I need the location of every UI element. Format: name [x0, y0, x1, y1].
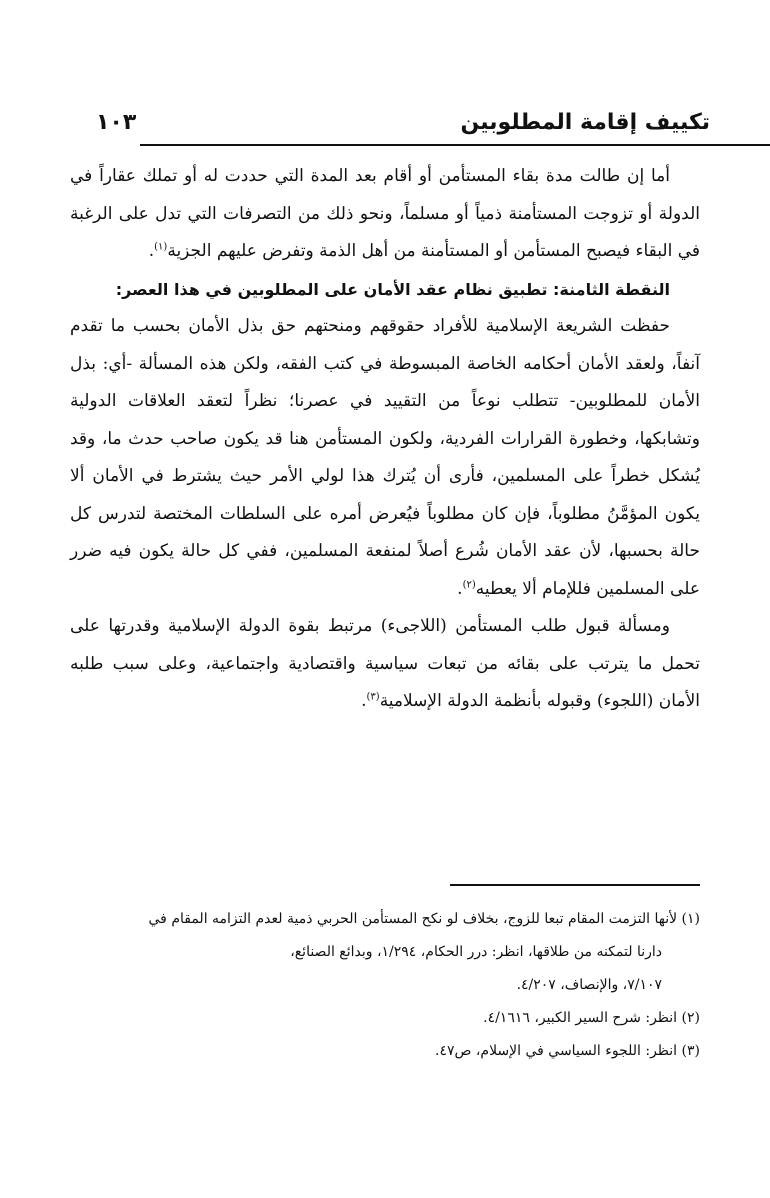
paragraph-3: ومسألة قبول طلب المستأمن (اللاجىء) مرتبط بقوة الدولة الإسلامية وقدرتها على تحمل ما يترتب على بقائه من تبعات سياسية واقتصادية واجتماعية، وعلى سبب طلبه الأمان (اللجوء) وقبوله بأنظمة الدولة الإسلامية$^{(٣)}$. [70, 616, 700, 711]
paragraph-3-text: ومسألة قبول طلب المستأمن (اللاجىء) مرتبط بقوة الدولة الإسلامية وقدرتها على تحمل ما يترتب على بقائه من تبعات سياسية واقتصادية واجتماعية، وعلى سبب طلبه الأمان (اللجوء) وقبوله بأنظمة الدولة الإسلامية [70, 616, 700, 711]
footnote-ref-1: (١) [154, 241, 168, 253]
section-heading: النقطة الثامنة: تطبيق نظام عقد الأمان على المطلوبين في هذا العصر: [115, 279, 670, 299]
footnote-1-line-1: لأنها التزمت المقام تبعا للزوج، بخلاف لو نكح المستأمن الحربي ذمية لعدم التزامه المقام في [148, 911, 678, 927]
footnote-divider [450, 884, 700, 886]
footnote-3 [70, 1035, 700, 1068]
footnote-ref-3: (٣) [366, 691, 380, 703]
paragraph-2: حفظت الشريعة الإسلامية للأفراد حقوقهم ومنحتهم حق بذل الأمان بحسب ما تقدم آنفاً، ولعقد الأمان أحكامه الخاصة المبسوطة في كتب الفقه، ولكن هذه المسألة -أي: بذل الأمان للمطلوبين- تتطلب نوعاً من التقييد في عصرنا؛ نظراً لتعقد العلاقات الدولية وتشابكها، وخطورة القرارات الفردية، ولكون المستأمن هنا قد يكون صاحب حدث ما، وقد يُشكل خطراً على المسلمين، فأرى أن يُترك هذا لولي الأمر حيث يشترط في الأمان ألا يكون المؤمَّنُ مطلوباً، فإن كان مطلوباً فيُعرض أمره على السلطات المختصة لتدرس كل حالة بحسبها، لأن عقد الأمان شُرع أصلاً لمنفعة المسلمين، ففي كل حالة يكون فيه ضرر على المسلمين فللإمام ألا يعطيه$^{(٢)}$. [70, 316, 701, 599]
paragraph-1: أما إن طالت مدة بقاء المستأمن أو أقام بعد المدة التي حددت له أو تملك عقاراً في الدولة أو تزوجت المستأمنة ذمياً أو مسلماً، ونحو ذلك من التصرفات التي تدل على الرغبة في البقاء فيصبح المستأمن أو المستأمنة من أهل الذمة وتفرض عليهم الجزية$^{(١)}$. [70, 166, 700, 261]
footnote-2-number: (٢) [681, 1010, 700, 1026]
footnote-ref-2: (٢) [462, 578, 476, 590]
running-title: تكييف إقامة المطلوبين [460, 110, 710, 135]
footnote-3-number: (٣) [681, 1043, 700, 1059]
paragraph-2-text: حفظت الشريعة الإسلامية للأفراد حقوقهم ومنحتهم حق بذل الأمان بحسب ما تقدم آنفاً، ولعقد الأمان أحكامه الخاصة المبسوطة في كتب الفقه، ولكن هذه المسألة -أي: بذل الأمان للمطلوبين- تتطلب نوعاً من التقييد في عصرنا؛ نظراً لتعقد العلاقات الدولية وتشابكها، وخطورة القرارات الفردية، ولكون المستأمن هنا قد يكون صاحب حدث ما، وقد يُشكل خطراً على المسلمين، فأرى أن يُترك هذا لولي الأمر حيث يشترط في الأمان ألا يكون المؤمَّنُ مطلوباً، فإن كان مطلوباً فيُعرض أمره على السلطات المختصة لتدرس كل حالة بحسبها، لأن عقد الأمان شُرع أصلاً لمنفعة المسلمين، ففي كل حالة يكون فيه ضرر على المسلمين فللإمام ألا يعطيه [70, 316, 701, 599]
running-header [80, 108, 710, 146]
footnote-1-line-3: ٧/١٠٧، والإنصاف، ٤/٢٠٧. [516, 977, 662, 993]
footnotes [70, 903, 700, 1068]
footnote-2 [70, 1002, 700, 1035]
main-text [70, 158, 700, 721]
header-divider [140, 144, 770, 146]
footnote-1 [70, 903, 700, 1002]
footnote-1-line-2: دارنا لتمكنه من طلاقها، انظر: درر الحكام، ١/٢٩٤، وبدائع الصنائع، [290, 944, 662, 960]
footnote-2-line-1: انظر: شرح السير الكبير، ٤/١٦١٦. [483, 1010, 678, 1026]
footnote-3-line-1: انظر: اللجوء السياسي في الإسلام، ص٤٧. [435, 1043, 678, 1059]
paragraph-1-text: أما إن طالت مدة بقاء المستأمن أو أقام بعد المدة التي حددت له أو تملك عقاراً في الدولة أو تزوجت المستأمنة ذمياً أو مسلماً، ونحو ذلك من التصرفات التي تدل على الرغبة في البقاء فيصبح المستأمن أو المستأمنة من أهل الذمة وتفرض عليهم الجزية [70, 166, 700, 261]
page-number: ١٠٣ [96, 110, 137, 135]
footnote-1-number: (١) [681, 911, 700, 927]
